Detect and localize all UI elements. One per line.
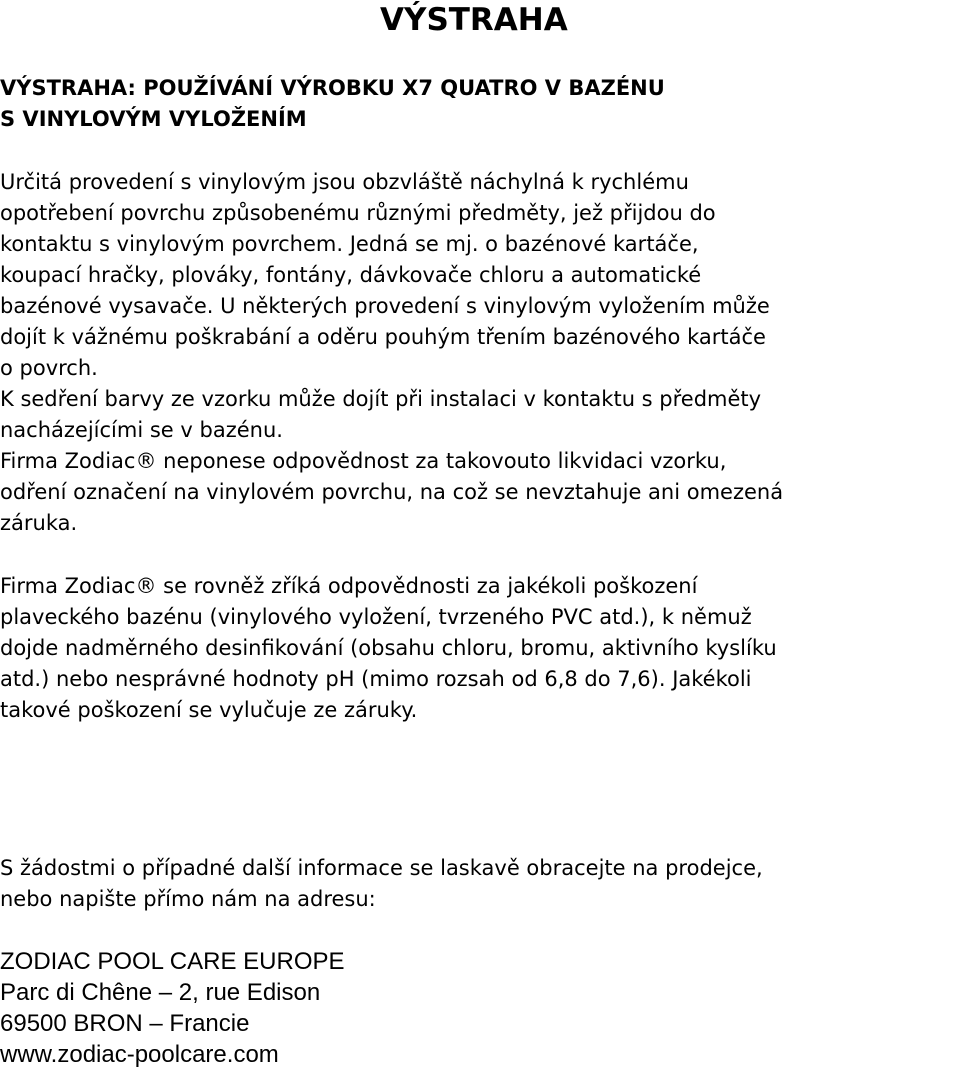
paragraph-line: záruka. [0,511,78,535]
paragraph-line: atd.) nebo nesprávné hodnoty pH (mimo rozsah od 6,8 do 7,6). Jakékoli [0,667,752,691]
address-street: Parc di Chêne – 2, rue Edison [0,979,321,1006]
address-city: 69500 BRON – Francie [0,1010,250,1037]
paragraph-line: bazénové vysavače. U některých provedení s vinylovým vyložením může [0,294,770,318]
subheading-line: VÝSTRAHA: POUŽÍVÁNÍ VÝROBKU X7 QUATRO V BAZÉNU [0,76,665,100]
page-title: VÝSTRAHA [380,2,568,38]
paragraph-line: Určitá provedení s vinylovým jsou obzvláště náchylná k rychlému [0,170,689,194]
paragraph-line: o povrch. [0,356,98,380]
company-address [0,946,345,1070]
paragraph-line: koupací hračky, plováky, fontány, dávkovače chloru a automatické [0,263,702,287]
paragraph-line: nacházejícími se v bazénu. [0,418,283,442]
paragraph-line: takové poškození se vylučuje ze záruky. [0,698,418,722]
warning-paragraph-vinyl [0,167,783,539]
paragraph-line: dojde nadměrného desinfikování (obsahu chloru, bromu, aktivního kyslíku [0,636,777,660]
paragraph-line: kontaktu s vinylovým povrchem. Jedná se mj. o bazénové kartáče, [0,232,699,256]
paragraph-line: odření označení na vinylovém povrchu, na což se nevztahuje ani omezená [0,480,784,504]
address-website-link[interactable]: www.zodiac-poolcare.com [0,1041,279,1068]
address-company-name: ZODIAC POOL CARE EUROPE [0,948,345,975]
paragraph-line: opotřebení povrchu způsobenému různými předměty, jež přijdou do [0,201,716,225]
warning-paragraph-disinfection [0,571,777,726]
paragraph-line: Firma Zodiac® neponese odpovědnost za takovouto likvidaci vzorku, [0,449,727,473]
contact-intro [0,853,763,915]
paragraph-line: Firma Zodiac® se rovněž zříká odpovědnosti za jakékoli poškození [0,574,698,598]
paragraph-line: plaveckého bazénu (vinylového vyložení, tvrzeného PVC atd.), k němuž [0,605,752,629]
paragraph-line: S žádostmi o případné další informace se laskavě obracejte na prodejce, [0,856,763,880]
paragraph-line: nebo napište přímo nám na adresu: [0,887,376,911]
paragraph-line: dojít k vážnému poškrabání a oděru pouhým třením bazénového kartáče [0,325,766,349]
paragraph-line: K sedření barvy ze vzorku může dojít při instalaci v kontaktu s předměty [0,387,762,411]
subheading-line: S VINYLOVÝM VYLOŽENÍM [0,107,307,131]
warning-subheading [0,73,665,135]
